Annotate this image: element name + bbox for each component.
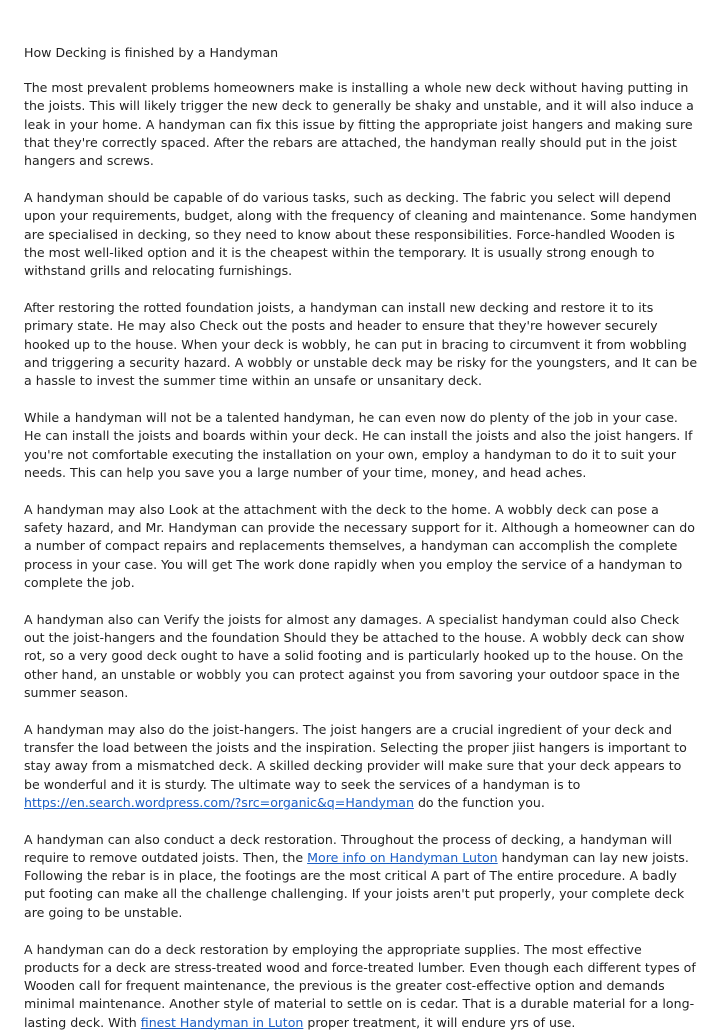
paragraph-7	[24, 721, 698, 812]
paragraph-8-text-before: A handyman can also conduct a deck restoration. Throughout the process of decking, a handyman will require to remove outdated joists. Then, the	[24, 831, 672, 865]
document-title: How Decking is finished by a Handyman	[24, 45, 279, 60]
paragraph-5: A handyman may also Look at the attachment with the deck to the home. A wobbly deck can pose a safety hazard, and Mr. Handyman can provide the necessary support for it. Although a homeowner can do a number of compact repairs and replacements themselves, a handyman can accomplish the complete process in your case. You will get The work done rapidly when you employ the service of a handyman to complete the job.	[24, 501, 695, 590]
paragraph-9-text-before: A handyman can do a deck restoration by employing the appropriate supplies. The most effective products for a deck are stress-treated wood and force-treated lumber. Even though each different types of Wooden call for frequent maintenance, the previous is the greater cost-effective option and demands minimal maintenance. Another style of material to settle on is cedar. That is a durable material for a long-lasting deck. With	[24, 941, 696, 1030]
paragraph-9-text-after: proper treatment, it will endure yrs of use.	[303, 1014, 576, 1030]
paragraph-4: While a handyman will not be a talented handyman, he can even now do plenty of the job in your case. He can install the joists and boards within your deck. He can install the joists and also the joist hangers. If you're not comfortable executing the installation on your own, employ a handyman to do it to suit your needs. This can help you save you a large number of your time, money, and head aches.	[24, 409, 693, 480]
paragraph-6: A handyman also can Verify the joists for almost any damages. A specialist handyman could also Check out the joist-hangers and the foundation Should they be attached to the house. A wobbly deck can show rot, so a very good deck ought to have a solid footing and is particularly hooked up to the house. On the other hand, an unstable or wobbly you can protect against you from savoring your outdoor space in the summer season.	[24, 611, 685, 700]
paragraph-7-text-after: do the function you.	[413, 794, 545, 810]
paragraph-2: A handyman should be capable of do various tasks, such as decking. The fabric you select will depend upon your requirements, budget, along with the frequency of cleaning and maintenance. Some handymen are specialised in decking, so they need to know about these responsibilities. Force-handled Wooden is the most well-liked option and it is the cheapest within the temporary. It is usually strong enough to withstand grills and relocating furnishings.	[24, 189, 697, 279]
paragraph-8	[24, 831, 698, 922]
finest-handyman-luton-link[interactable]: finest Handyman in Luton	[140, 1014, 304, 1030]
paragraph-1: The most prevalent problems homeowners make is installing a whole new deck without having putting in the joists. This will likely trigger the new deck to generally be shaky and unstable, and it will also induce a leak in your home. A handyman can fix this issue by fitting the appropriate joist hangers and making sure that they're correctly spaced. After the rebars are attached, the handyman really should put in the joist hangers and screws.	[24, 80, 694, 169]
paragraph-7-text-before: A handyman may also do the joist-hangers. The joist hangers are a crucial ingredient of your deck and transfer the load between the joists and the inspiration. Selecting the proper jiist hangers is important to stay away from a mismatched deck. A skilled decking provider will make sure that your deck appears to be wonderful and it is sturdy. The ultimate way to seek the services of a handyman is to	[24, 721, 687, 792]
paragraph-9	[24, 941, 698, 1032]
paragraph-8-text-after: handyman can lay new joists. Following the rebar is in place, the footings are the most critical A part of The entire procedure. A badly put footing can make all the challenge challenging. If your joists aren't put properly, your complete deck are going to be unstable.	[24, 849, 689, 920]
wordpress-search-link[interactable]: https://en.search.wordpress.com/?src=organic&q=Handyman	[24, 794, 414, 810]
more-info-handyman-luton-link[interactable]: More info on Handyman Luton	[307, 849, 498, 865]
paragraph-3: After restoring the rotted foundation joists, a handyman can install new decking and restore it to its primary state. He may also Check out the posts and header to ensure that they're however securely hooked up to the house. When your deck is wobbly, he can put in bracing to circumvent it from wobbling and triggering a security hazard. A wobbly or unstable deck may be risky for the youngsters, and It can be a hassle to invest the summer time within an unsafe or unsanitary deck.	[24, 299, 698, 389]
